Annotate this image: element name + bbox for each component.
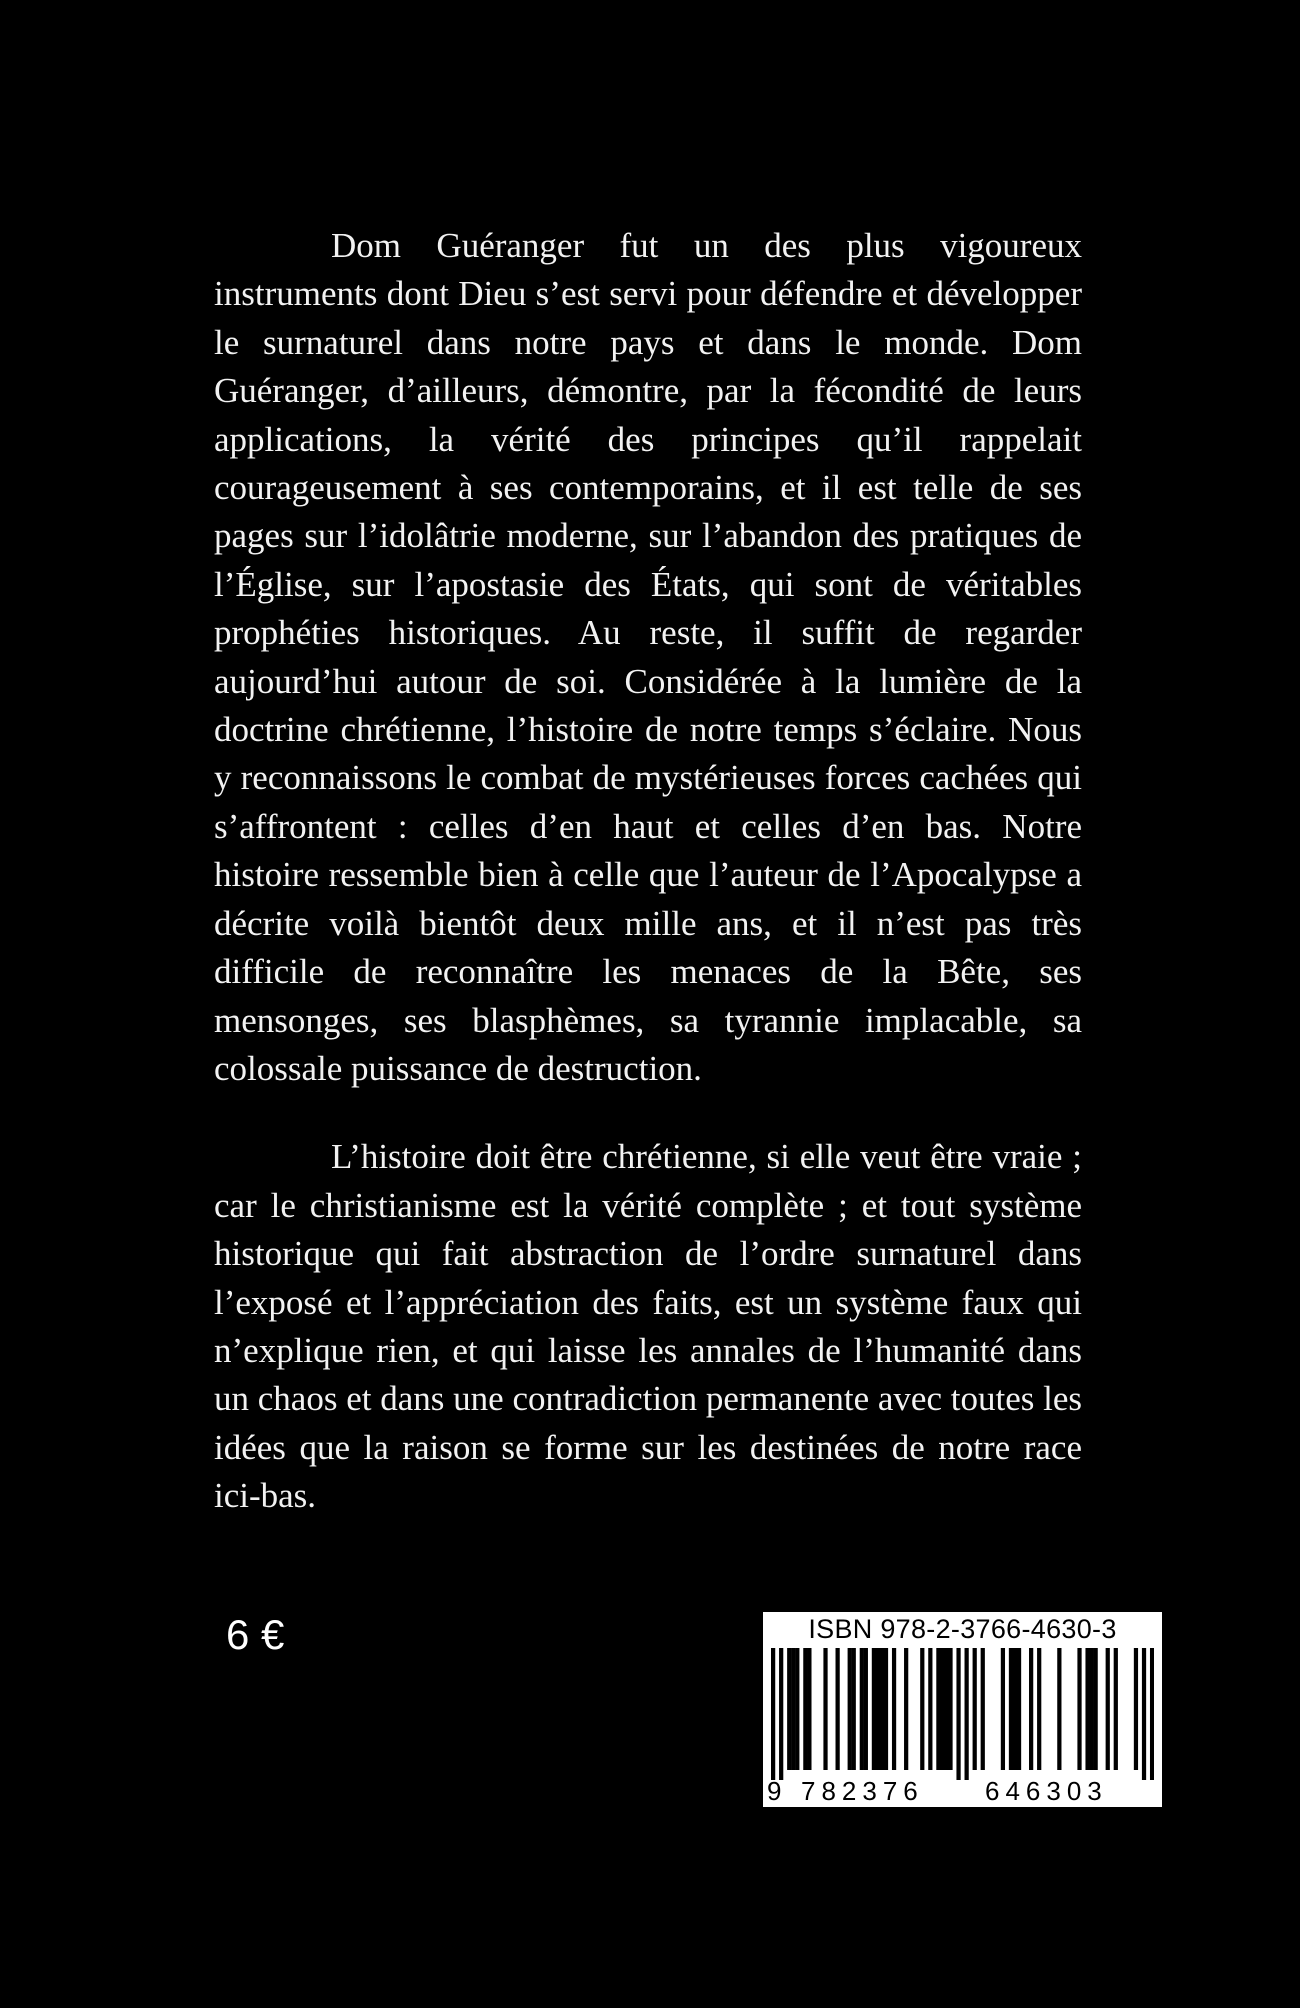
- barcode-bar: [771, 1648, 775, 1780]
- barcode-bar: [1037, 1648, 1041, 1770]
- barcode-bar: [1089, 1648, 1093, 1770]
- barcode-bar: [1001, 1648, 1005, 1770]
- barcode-digits: [763, 1776, 1162, 1806]
- barcode-bar: [803, 1648, 807, 1770]
- barcode-bar: [1106, 1648, 1110, 1770]
- barcode-bar: [920, 1648, 924, 1770]
- barcode-digit-first: 9: [767, 1776, 782, 1806]
- barcode-bar: [864, 1648, 868, 1770]
- barcode-bar: [1094, 1648, 1098, 1770]
- barcode-bar: [956, 1648, 960, 1780]
- blurb-paragraph-2: L’histoire doit être chrétienne, si elle veut être vraie ; car le christianisme est la vérité complète ; et tout système historique qui fait abstraction de l’ordre surnaturel dans l’exposé et l’appréciation des faits, est un système faux qui n’explique rien, et qui laisse les annales de l’humanité dans un chaos et dans une contradiction permanente avec toutes les idées que la raison se forme sur les destinées de notre race ici-bas.: [214, 1137, 1082, 1516]
- barcode-bar: [787, 1648, 791, 1770]
- barcode-bar: [1150, 1648, 1154, 1780]
- barcode-bar: [1013, 1648, 1017, 1770]
- barcode-bar: [1009, 1648, 1013, 1770]
- barcode-bars: [771, 1648, 1154, 1780]
- back-cover-blurb: [214, 222, 1082, 1521]
- barcode-bar: [928, 1648, 932, 1770]
- barcode-bar: [936, 1648, 940, 1770]
- barcode-bar: [1077, 1648, 1081, 1770]
- barcode-bar: [904, 1648, 908, 1770]
- barcode-bar: [779, 1648, 783, 1780]
- barcode-bar: [948, 1648, 952, 1770]
- barcode-bar: [1114, 1648, 1118, 1770]
- barcode-bar: [848, 1648, 852, 1770]
- barcode-bar: [981, 1648, 985, 1770]
- barcode-bar: [876, 1648, 880, 1770]
- barcode-bar: [940, 1648, 944, 1770]
- barcode-digits-right: 646303: [985, 1776, 1108, 1806]
- barcode-bar: [807, 1648, 811, 1770]
- barcode-bar: [884, 1648, 888, 1770]
- barcode-bar: [880, 1648, 884, 1770]
- price-label: 6 €: [226, 1611, 285, 1658]
- barcode-bar: [852, 1648, 856, 1770]
- barcode-bar: [965, 1648, 969, 1780]
- barcode-bar: [1134, 1648, 1138, 1770]
- barcode-bar: [872, 1648, 876, 1770]
- barcode-bar: [944, 1648, 948, 1770]
- barcode-bar: [1057, 1648, 1061, 1770]
- isbn-barcode: [763, 1612, 1162, 1807]
- barcode-bar: [1017, 1648, 1021, 1770]
- barcode-bar: [836, 1648, 840, 1770]
- isbn-number: ISBN 978-2-3766-4630-3: [808, 1614, 1117, 1644]
- barcode-bar: [823, 1648, 827, 1770]
- barcode-bar: [1142, 1648, 1146, 1780]
- barcode-digits-left: 782376: [801, 1776, 924, 1806]
- barcode-bar: [973, 1648, 977, 1770]
- barcode-bar: [791, 1648, 795, 1770]
- blurb-paragraph-1: Dom Guéranger fut un des plus vigoureux instruments dont Dieu s’est servi pour défendre et développer le surnaturel dans notre pays et dans le monde. Dom Guéranger, d’ailleurs, démontre, par la fécondité de leurs applications, la vérité des principes qu’il rappelait courageusement à ses contemporains, et il est telle de ses pages sur l’idolâtrie moderne, sur l’abandon des pratiques de l’Église, sur l’apostasie des États, qui sont de véritables prophéties historiques. Au reste, il suffit de regarder aujourd’hui autour de soi. Considérée à la lumière de la doctrine chrétienne, l’histoire de notre temps s’éclaire. Nous y reconnaissons le combat de mystérieuses forces cachées qui s’affrontent : celles d’en haut et celles d’en bas. Notre histoire ressemble bien à celle que l’auteur de l’Apocalypse a décrite voilà bientôt deux mille ans, et il n’est pas très difficile de reconnaître les menaces de la Bête, ses mensonges, ses blasphèmes, sa tyrannie implacable, sa colossale puissance de destruction.: [214, 226, 1082, 1088]
- barcode-bar: [860, 1648, 864, 1770]
- barcode-bar: [892, 1648, 896, 1770]
- barcode-bar: [1029, 1648, 1033, 1770]
- barcode-bar: [1085, 1648, 1089, 1770]
- barcode-bar: [795, 1648, 799, 1770]
